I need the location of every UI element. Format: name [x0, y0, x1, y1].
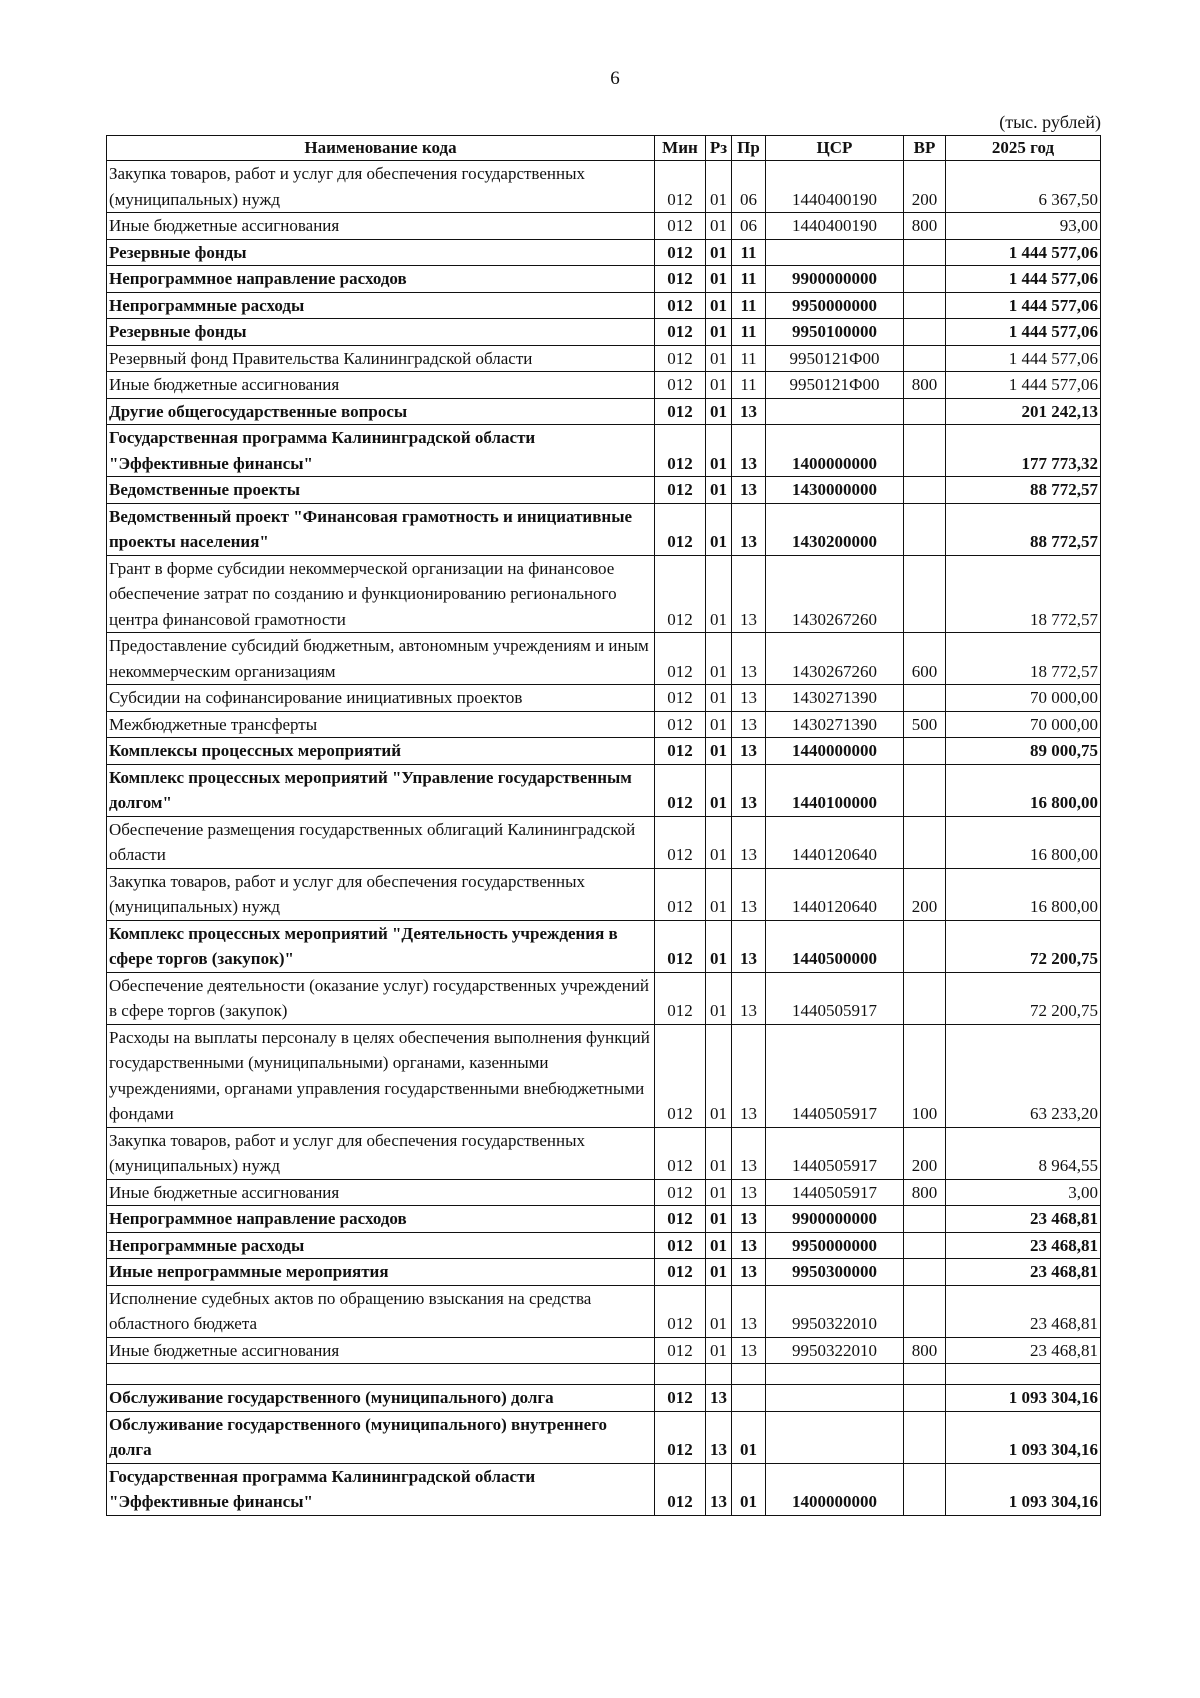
row-sum-cell: 1 444 577,06	[946, 239, 1101, 266]
row-min-cell: 012	[655, 1337, 706, 1364]
row-vr-cell	[904, 1259, 946, 1286]
row-csr-cell: 9950300000	[766, 1259, 904, 1286]
row-name-cell: Иные бюджетные ассигнования	[107, 1337, 655, 1364]
row-vr-cell	[904, 738, 946, 765]
row-name-cell: Резервные фонды	[107, 319, 655, 346]
row-sum-cell: 1 444 577,06	[946, 292, 1101, 319]
row-pr-cell: 13	[732, 1285, 766, 1337]
row-min-cell: 012	[655, 292, 706, 319]
table-row	[107, 1385, 1101, 1412]
table-row	[107, 868, 1101, 920]
row-csr-cell: 1440400190	[766, 213, 904, 240]
row-vr-cell: 800	[904, 1179, 946, 1206]
row-sum-cell: 23 468,81	[946, 1232, 1101, 1259]
row-csr-cell: 1430267260	[766, 633, 904, 685]
row-csr-cell: 9900000000	[766, 1206, 904, 1233]
row-name-cell: Обеспечение деятельности (оказание услуг) государственных учреждений в сфере торгов (закупок)	[107, 972, 655, 1024]
row-min-cell: 012	[655, 920, 706, 972]
row-vr-cell: 200	[904, 1127, 946, 1179]
row-rz-cell: 01	[706, 345, 732, 372]
row-name-cell: Комплекс процессных мероприятий "Деятельность учреждения в сфере торгов (закупок)"	[107, 920, 655, 972]
row-rz-cell: 01	[706, 239, 732, 266]
row-vr-cell: 800	[904, 372, 946, 399]
row-min-cell: 012	[655, 266, 706, 293]
row-sum-cell: 1 093 304,16	[946, 1463, 1101, 1515]
table-row	[107, 1463, 1101, 1515]
row-min-cell: 012	[655, 1232, 706, 1259]
row-min-cell: 012	[655, 816, 706, 868]
row-name-cell: Иные бюджетные ассигнования	[107, 372, 655, 399]
row-min-cell: 012	[655, 685, 706, 712]
row-sum-cell: 1 444 577,06	[946, 319, 1101, 346]
row-name-cell: Ведомственные проекты	[107, 477, 655, 504]
row-rz-cell: 01	[706, 1206, 732, 1233]
row-vr-cell	[904, 685, 946, 712]
row-name-cell: Непрограммное направление расходов	[107, 1206, 655, 1233]
row-csr-cell: 9950000000	[766, 1232, 904, 1259]
row-min-cell: 012	[655, 972, 706, 1024]
row-pr-cell: 13	[732, 503, 766, 555]
row-name-cell: Иные непрограммные мероприятия	[107, 1259, 655, 1286]
table-row	[107, 266, 1101, 293]
row-pr-cell: 01	[732, 1411, 766, 1463]
table-row	[107, 345, 1101, 372]
row-sum-cell: 23 468,81	[946, 1259, 1101, 1286]
header-name: Наименование кода	[107, 136, 655, 161]
row-sum-cell: 1 444 577,06	[946, 345, 1101, 372]
row-rz-cell: 01	[706, 213, 732, 240]
row-sum-cell: 88 772,57	[946, 477, 1101, 504]
row-pr-cell: 13	[732, 633, 766, 685]
table-row	[107, 239, 1101, 266]
row-pr-cell: 13	[732, 1259, 766, 1286]
row-name-cell: Другие общегосударственные вопросы	[107, 398, 655, 425]
row-sum-cell: 23 468,81	[946, 1206, 1101, 1233]
row-name-cell: Непрограммные расходы	[107, 292, 655, 319]
row-csr-cell: 1440400190	[766, 161, 904, 213]
row-sum-cell: 16 800,00	[946, 816, 1101, 868]
row-csr-cell: 1430271390	[766, 711, 904, 738]
row-rz-cell: 01	[706, 292, 732, 319]
row-min-cell: 012	[655, 345, 706, 372]
row-rz-cell: 01	[706, 1127, 732, 1179]
row-min-cell: 012	[655, 398, 706, 425]
row-rz-cell: 01	[706, 764, 732, 816]
row-sum-cell: 70 000,00	[946, 711, 1101, 738]
row-name-cell: Обслуживание государственного (муниципального) внутреннего долга	[107, 1411, 655, 1463]
row-rz-cell: 01	[706, 1232, 732, 1259]
row-min-cell: 012	[655, 1179, 706, 1206]
row-pr-cell: 13	[732, 738, 766, 765]
row-csr-cell	[766, 1385, 904, 1412]
table-row	[107, 685, 1101, 712]
row-pr-cell: 11	[732, 239, 766, 266]
row-min-cell: 012	[655, 764, 706, 816]
row-pr-cell: 13	[732, 1206, 766, 1233]
row-sum-cell: 3,00	[946, 1179, 1101, 1206]
row-rz-cell: 13	[706, 1385, 732, 1412]
table-row	[107, 972, 1101, 1024]
row-pr-cell: 13	[732, 685, 766, 712]
row-vr-cell	[904, 1364, 946, 1385]
row-name-cell: Обеспечение размещения государственных облигаций Калининградской области	[107, 816, 655, 868]
row-sum-cell: 72 200,75	[946, 920, 1101, 972]
table-row	[107, 738, 1101, 765]
table-row	[107, 633, 1101, 685]
row-sum-cell: 1 093 304,16	[946, 1385, 1101, 1412]
row-pr-cell: 13	[732, 1179, 766, 1206]
row-min-cell: 012	[655, 503, 706, 555]
row-name-cell: Обслуживание государственного (муниципального) долга	[107, 1385, 655, 1412]
table-row	[107, 1411, 1101, 1463]
row-min-cell: 012	[655, 1411, 706, 1463]
row-rz-cell: 01	[706, 161, 732, 213]
row-csr-cell: 9900000000	[766, 266, 904, 293]
header-vr: ВР	[904, 136, 946, 161]
row-pr-cell	[732, 1364, 766, 1385]
row-name-cell: Комплексы процессных мероприятий	[107, 738, 655, 765]
row-sum-cell: 88 772,57	[946, 503, 1101, 555]
row-name-cell: Иные бюджетные ассигнования	[107, 213, 655, 240]
row-sum-cell: 23 468,81	[946, 1337, 1101, 1364]
row-csr-cell: 9950121Ф00	[766, 372, 904, 399]
row-rz-cell: 01	[706, 685, 732, 712]
row-vr-cell	[904, 1463, 946, 1515]
row-csr-cell	[766, 1411, 904, 1463]
row-sum-cell: 16 800,00	[946, 868, 1101, 920]
row-name-cell: Государственная программа Калининградской области "Эффективные финансы"	[107, 425, 655, 477]
row-vr-cell	[904, 555, 946, 633]
row-sum-cell: 23 468,81	[946, 1285, 1101, 1337]
row-sum-cell: 1 444 577,06	[946, 372, 1101, 399]
table-row	[107, 292, 1101, 319]
row-name-cell: Закупка товаров, работ и услуг для обеспечения государственных (муниципальных) нужд	[107, 161, 655, 213]
row-sum-cell: 63 233,20	[946, 1024, 1101, 1127]
row-min-cell: 012	[655, 1259, 706, 1286]
table-row	[107, 816, 1101, 868]
row-rz-cell: 01	[706, 266, 732, 293]
header-min: Мин	[655, 136, 706, 161]
table-row	[107, 503, 1101, 555]
row-csr-cell: 9950000000	[766, 292, 904, 319]
table-row	[107, 372, 1101, 399]
table-row	[107, 425, 1101, 477]
row-vr-cell	[904, 398, 946, 425]
row-vr-cell	[904, 425, 946, 477]
table-row	[107, 555, 1101, 633]
row-vr-cell	[904, 239, 946, 266]
row-csr-cell: 1400000000	[766, 1463, 904, 1515]
row-vr-cell: 800	[904, 1337, 946, 1364]
row-rz-cell: 01	[706, 555, 732, 633]
row-vr-cell	[904, 1411, 946, 1463]
row-name-cell: Ведомственный проект "Финансовая грамотность и инициативные проекты населения"	[107, 503, 655, 555]
row-sum-cell: 6 367,50	[946, 161, 1101, 213]
row-pr-cell: 11	[732, 319, 766, 346]
row-csr-cell: 1440100000	[766, 764, 904, 816]
row-min-cell: 012	[655, 738, 706, 765]
row-rz-cell: 01	[706, 868, 732, 920]
row-csr-cell: 9950100000	[766, 319, 904, 346]
row-rz-cell: 01	[706, 738, 732, 765]
row-rz-cell: 01	[706, 1024, 732, 1127]
row-vr-cell: 800	[904, 213, 946, 240]
row-sum-cell: 1 444 577,06	[946, 266, 1101, 293]
row-vr-cell	[904, 920, 946, 972]
row-pr-cell: 11	[732, 292, 766, 319]
row-sum-cell: 201 242,13	[946, 398, 1101, 425]
row-rz-cell: 01	[706, 1285, 732, 1337]
row-csr-cell: 1430271390	[766, 685, 904, 712]
row-pr-cell: 13	[732, 1024, 766, 1127]
row-sum-cell: 70 000,00	[946, 685, 1101, 712]
row-csr-cell: 1440500000	[766, 920, 904, 972]
row-vr-cell: 100	[904, 1024, 946, 1127]
header-row	[107, 136, 1101, 161]
table-row	[107, 1285, 1101, 1337]
header-sum: 2025 год	[946, 136, 1101, 161]
row-name-cell	[107, 1364, 655, 1385]
row-min-cell: 012	[655, 239, 706, 266]
row-csr-cell: 9950322010	[766, 1337, 904, 1364]
row-vr-cell	[904, 477, 946, 504]
row-min-cell: 012	[655, 711, 706, 738]
row-name-cell: Субсидии на софинансирование инициативных проектов	[107, 685, 655, 712]
row-rz-cell: 01	[706, 1337, 732, 1364]
row-pr-cell: 13	[732, 711, 766, 738]
row-csr-cell: 1440505917	[766, 1024, 904, 1127]
row-rz-cell: 01	[706, 398, 732, 425]
row-vr-cell	[904, 345, 946, 372]
row-pr-cell: 11	[732, 345, 766, 372]
row-sum-cell: 72 200,75	[946, 972, 1101, 1024]
row-vr-cell: 200	[904, 161, 946, 213]
table-row	[107, 1179, 1101, 1206]
row-vr-cell	[904, 1285, 946, 1337]
row-rz-cell: 13	[706, 1463, 732, 1515]
row-pr-cell	[732, 1385, 766, 1412]
row-pr-cell: 13	[732, 764, 766, 816]
row-min-cell: 012	[655, 477, 706, 504]
row-pr-cell: 13	[732, 1232, 766, 1259]
row-rz-cell: 01	[706, 711, 732, 738]
row-pr-cell: 11	[732, 372, 766, 399]
row-pr-cell: 13	[732, 868, 766, 920]
row-rz-cell: 01	[706, 503, 732, 555]
row-csr-cell: 1430200000	[766, 503, 904, 555]
row-min-cell: 012	[655, 1285, 706, 1337]
units-label: (тыс. рублей)	[999, 112, 1101, 132]
row-pr-cell: 13	[732, 972, 766, 1024]
row-csr-cell: 9950121Ф00	[766, 345, 904, 372]
row-sum-cell: 18 772,57	[946, 555, 1101, 633]
row-rz-cell: 01	[706, 1259, 732, 1286]
row-sum-cell: 93,00	[946, 213, 1101, 240]
row-name-cell: Исполнение судебных актов по обращению взыскания на средства областного бюджета	[107, 1285, 655, 1337]
row-name-cell: Межбюджетные трансферты	[107, 711, 655, 738]
row-csr-cell: 1440120640	[766, 868, 904, 920]
row-vr-cell	[904, 1232, 946, 1259]
budget-body	[107, 161, 1101, 1516]
row-min-cell: 012	[655, 213, 706, 240]
table-row	[107, 1127, 1101, 1179]
row-vr-cell	[904, 1385, 946, 1412]
row-pr-cell: 13	[732, 555, 766, 633]
table-row	[107, 764, 1101, 816]
row-sum-cell	[946, 1364, 1101, 1385]
table-row	[107, 1364, 1101, 1385]
table-row	[107, 1337, 1101, 1364]
row-rz-cell: 01	[706, 1179, 732, 1206]
row-name-cell: Закупка товаров, работ и услуг для обеспечения государственных (муниципальных) нужд	[107, 1127, 655, 1179]
row-pr-cell: 13	[732, 398, 766, 425]
page-number: 6	[610, 68, 620, 89]
header-rz: Рз	[706, 136, 732, 161]
row-rz-cell: 01	[706, 372, 732, 399]
row-rz-cell: 01	[706, 920, 732, 972]
table-row	[107, 213, 1101, 240]
table-row	[107, 1232, 1101, 1259]
row-min-cell: 012	[655, 1385, 706, 1412]
row-min-cell: 012	[655, 1463, 706, 1515]
budget-table	[106, 135, 1101, 1516]
header-csr: ЦСР	[766, 136, 904, 161]
table-row	[107, 1024, 1101, 1127]
row-rz-cell: 01	[706, 633, 732, 685]
row-min-cell: 012	[655, 555, 706, 633]
row-csr-cell	[766, 398, 904, 425]
table-row	[107, 1206, 1101, 1233]
table-row	[107, 398, 1101, 425]
row-name-cell: Закупка товаров, работ и услуг для обеспечения государственных (муниципальных) нужд	[107, 868, 655, 920]
row-vr-cell	[904, 319, 946, 346]
row-name-cell: Иные бюджетные ассигнования	[107, 1179, 655, 1206]
row-pr-cell: 01	[732, 1463, 766, 1515]
row-rz-cell	[706, 1364, 732, 1385]
table-row	[107, 477, 1101, 504]
row-csr-cell	[766, 239, 904, 266]
row-min-cell: 012	[655, 1127, 706, 1179]
row-rz-cell: 01	[706, 816, 732, 868]
row-name-cell: Государственная программа Калининградской области "Эффективные финансы"	[107, 1463, 655, 1515]
table-row	[107, 711, 1101, 738]
row-min-cell: 012	[655, 868, 706, 920]
row-pr-cell: 13	[732, 477, 766, 504]
row-csr-cell: 1440120640	[766, 816, 904, 868]
row-csr-cell: 1430000000	[766, 477, 904, 504]
row-vr-cell	[904, 972, 946, 1024]
row-csr-cell: 1440000000	[766, 738, 904, 765]
row-vr-cell: 200	[904, 868, 946, 920]
table-row	[107, 161, 1101, 213]
row-csr-cell: 1440505917	[766, 1127, 904, 1179]
row-min-cell: 012	[655, 1024, 706, 1127]
row-sum-cell: 177 773,32	[946, 425, 1101, 477]
row-min-cell: 012	[655, 633, 706, 685]
row-csr-cell: 1430267260	[766, 555, 904, 633]
row-vr-cell	[904, 292, 946, 319]
row-name-cell: Непрограммные расходы	[107, 1232, 655, 1259]
row-min-cell: 012	[655, 1206, 706, 1233]
row-min-cell	[655, 1364, 706, 1385]
row-min-cell: 012	[655, 319, 706, 346]
row-sum-cell: 16 800,00	[946, 764, 1101, 816]
row-sum-cell: 89 000,75	[946, 738, 1101, 765]
row-vr-cell: 500	[904, 711, 946, 738]
row-name-cell: Комплекс процессных мероприятий "Управление государственным долгом"	[107, 764, 655, 816]
row-rz-cell: 01	[706, 425, 732, 477]
row-sum-cell: 1 093 304,16	[946, 1411, 1101, 1463]
row-csr-cell: 9950322010	[766, 1285, 904, 1337]
row-min-cell: 012	[655, 372, 706, 399]
row-rz-cell: 01	[706, 319, 732, 346]
row-sum-cell: 8 964,55	[946, 1127, 1101, 1179]
row-name-cell: Непрограммное направление расходов	[107, 266, 655, 293]
row-pr-cell: 13	[732, 816, 766, 868]
row-min-cell: 012	[655, 425, 706, 477]
row-sum-cell: 18 772,57	[946, 633, 1101, 685]
row-rz-cell: 01	[706, 477, 732, 504]
row-vr-cell: 600	[904, 633, 946, 685]
row-vr-cell	[904, 1206, 946, 1233]
row-pr-cell: 11	[732, 266, 766, 293]
row-pr-cell: 13	[732, 920, 766, 972]
table-row	[107, 319, 1101, 346]
row-csr-cell: 1440505917	[766, 972, 904, 1024]
row-name-cell: Резервный фонд Правительства Калининградской области	[107, 345, 655, 372]
row-pr-cell: 13	[732, 425, 766, 477]
row-vr-cell	[904, 503, 946, 555]
row-pr-cell: 13	[732, 1127, 766, 1179]
table-row	[107, 920, 1101, 972]
row-vr-cell	[904, 816, 946, 868]
row-name-cell: Расходы на выплаты персоналу в целях обеспечения выполнения функций государственными (муниципальными) органами, казенными учреждениями, органами управления государственными внебюджетными фондами	[107, 1024, 655, 1127]
row-pr-cell: 13	[732, 1337, 766, 1364]
row-csr-cell: 1440505917	[766, 1179, 904, 1206]
row-csr-cell	[766, 1364, 904, 1385]
row-vr-cell	[904, 764, 946, 816]
row-name-cell: Предоставление субсидий бюджетным, автономным учреждениям и иным некоммерческим организациям	[107, 633, 655, 685]
row-csr-cell: 1400000000	[766, 425, 904, 477]
table-row	[107, 1259, 1101, 1286]
row-name-cell: Грант в форме субсидии некоммерческой организации на финансовое обеспечение затрат по созданию и функционированию регионального центра финансовой грамотности	[107, 555, 655, 633]
row-rz-cell: 01	[706, 972, 732, 1024]
row-vr-cell	[904, 266, 946, 293]
row-name-cell: Резервные фонды	[107, 239, 655, 266]
header-pr: Пр	[732, 136, 766, 161]
row-pr-cell: 06	[732, 213, 766, 240]
row-rz-cell: 13	[706, 1411, 732, 1463]
row-min-cell: 012	[655, 161, 706, 213]
row-pr-cell: 06	[732, 161, 766, 213]
